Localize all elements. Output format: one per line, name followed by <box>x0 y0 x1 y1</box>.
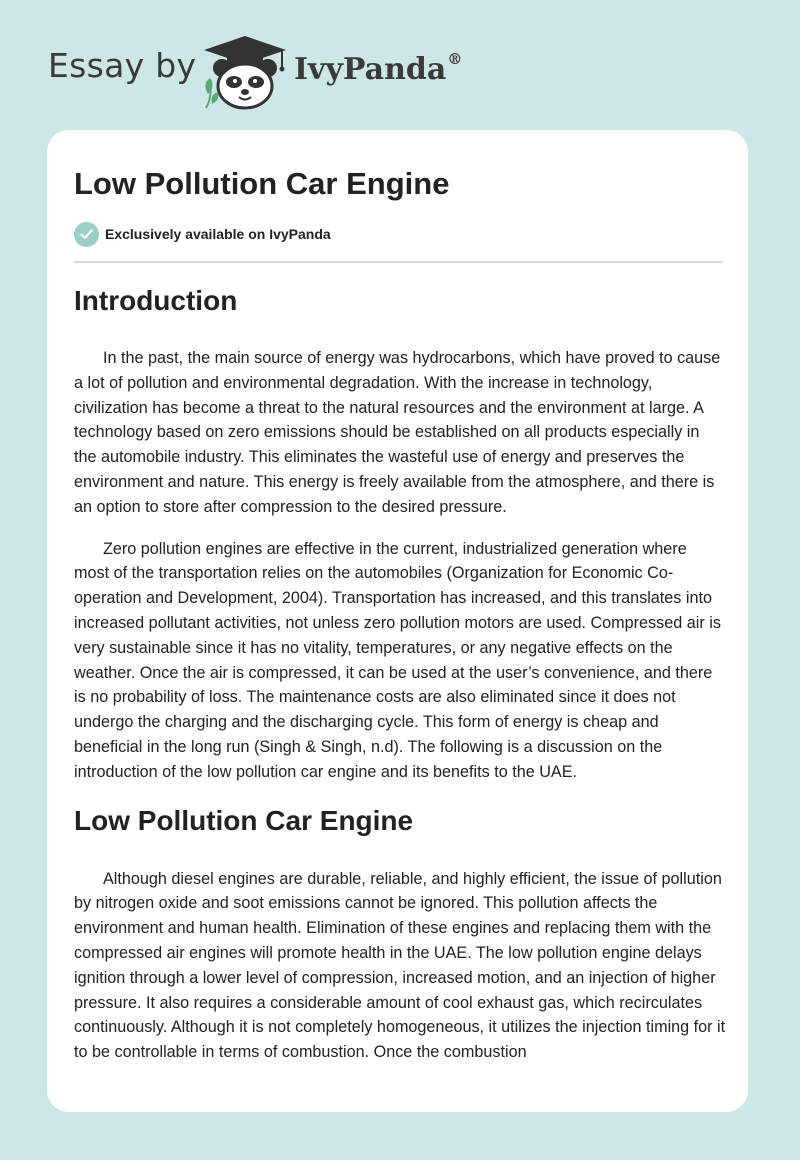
essay-by-label: Essay by <box>48 46 197 85</box>
divider <box>74 261 723 263</box>
paragraph: In the past, the main source of energy was hydrocarbons, which have proved to cause a lot of pollution and environmental degradation. With the increase in technology, civilization has become a threat to the natural resources and the environment at large. A technology based on zero emissions should be established on all products especially in the automobile industry. This eliminates the wasteful use of energy and preserves the environment and nature. This energy is freely available from the atmosphere, and there is an option to store after compression to the desired pressure. <box>74 349 721 516</box>
page-title: Low Pollution Car Engine <box>74 166 450 201</box>
essay-body <box>74 283 726 1065</box>
section-heading-introduction: Introduction <box>74 285 238 316</box>
essay-card <box>47 130 748 1112</box>
exclusive-badge-label: Exclusively available on IvyPanda <box>105 226 331 242</box>
panda-logo-icon[interactable] <box>200 34 290 110</box>
brand-name[interactable]: IvyPanda® <box>294 50 463 87</box>
exclusive-badge <box>74 221 331 247</box>
paragraph: Zero pollution engines are effective in the current, industrialized generation where most of the transportation relies on the automobiles (Organization for Economic Co-operation and Development, 2004). Transportation has increased, and this translates into increased pollutant activities, not unless zero pollution motors are used. Compressed air is very sustainable since it has no vitality, temperatures, or any negative effects on the weather. Once the air is compressed, it can be used at the user’s convenience, and there is no probability of loss. The maintenance costs are also eliminated since it does not undergo the charging and the discharging cycle. This form of energy is cheap and beneficial in the long run (Singh & Singh, n.d). The following is a discussion on the introduction of the low pollution car engine and its benefits to the UAE. <box>74 539 721 781</box>
site-header <box>0 0 800 130</box>
paragraph: Although diesel engines are durable, reliable, and highly efficient, the issue of pollution by nitrogen oxide and soot emissions cannot be ignored. This pollution affects the environment and human health. Elimination of these engines and replacing them with the compressed air engines will promote health in the UAE. The low pollution engine delays ignition through a lower level of compression, increased motion, and an injection of higher pressure. It also requires a considerable amount of cool exhaust gas, which recirculates continuously. Although it is not completely homogeneous, it utilizes the injection timing for it to be controllable in terms of combustion. Once the combustion <box>74 869 726 1062</box>
check-icon <box>74 222 99 247</box>
section-heading-low-pollution-car-engine: Low Pollution Car Engine <box>74 804 414 836</box>
